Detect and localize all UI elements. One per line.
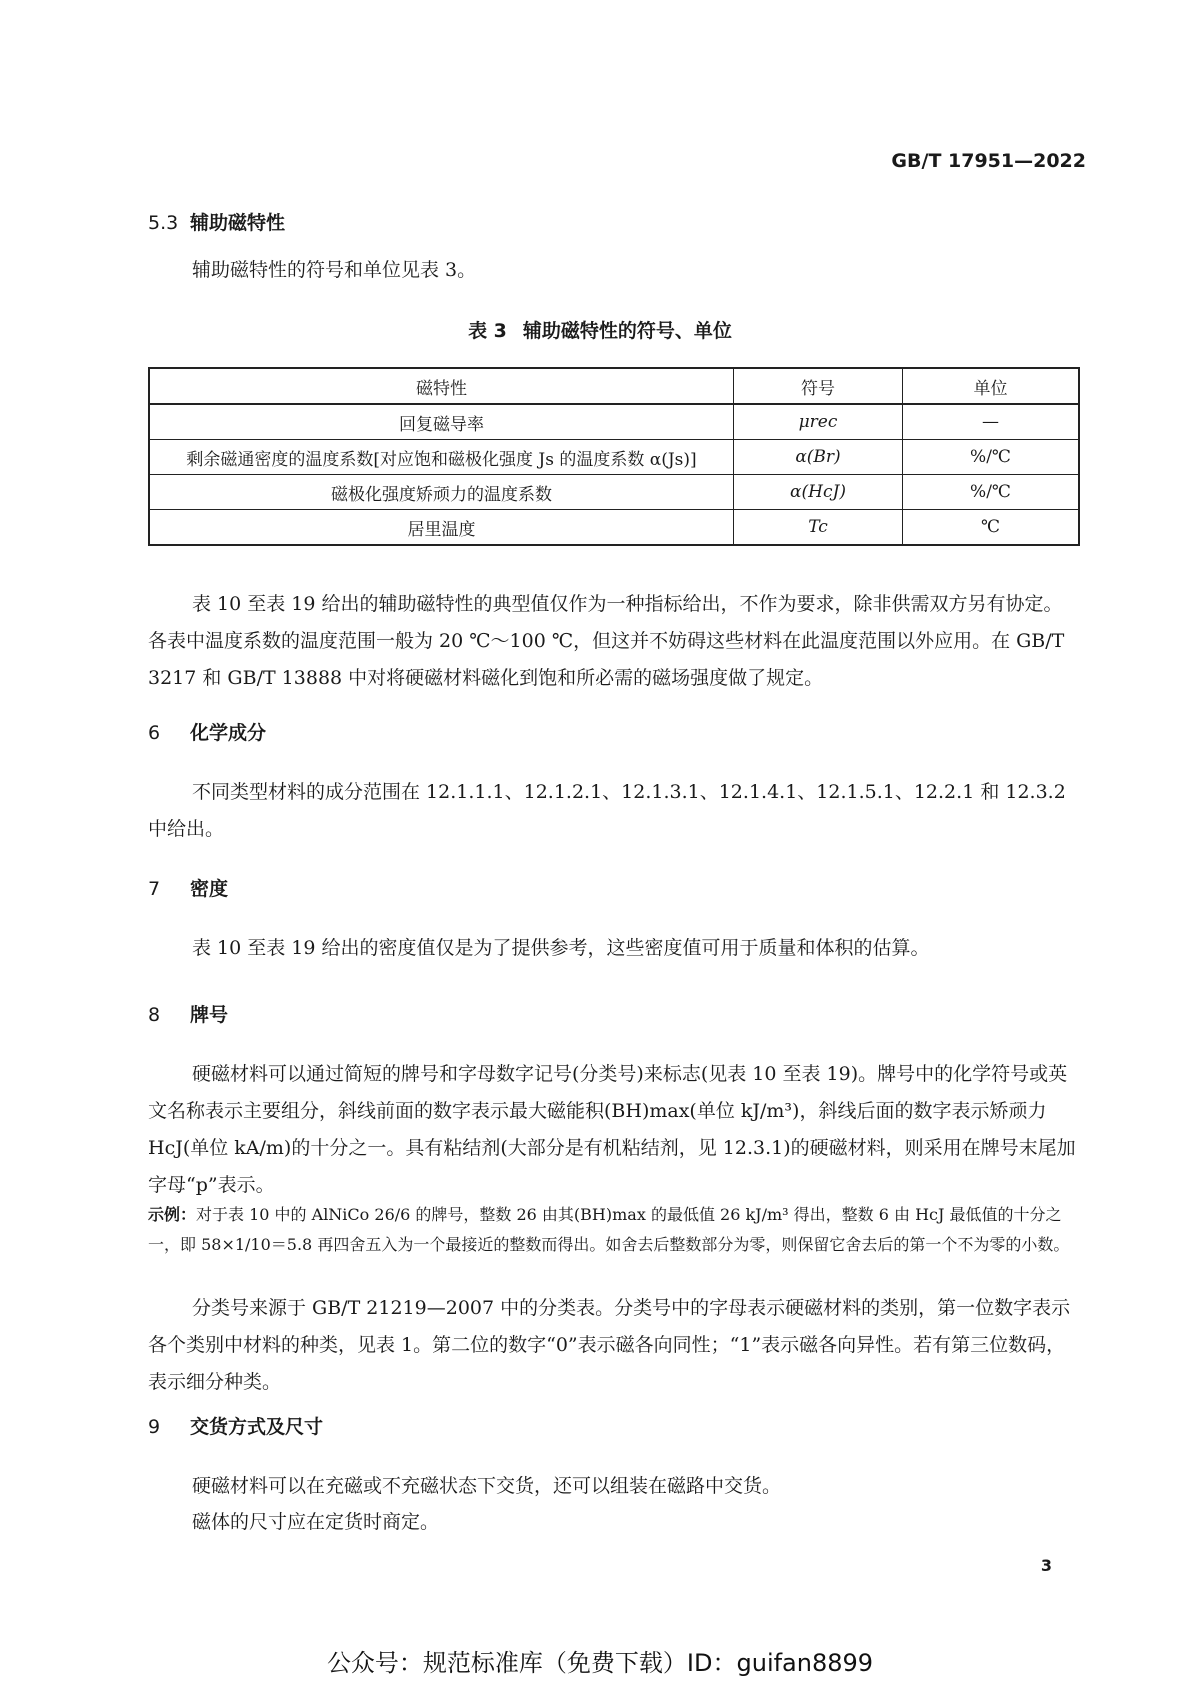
- section-number: 5.3: [148, 212, 179, 234]
- section-6-text: 不同类型材料的成分范围在 12.1.1.1、12.1.2.1、12.1.3.1、12.1.4.1、12.1.5.1、12.2.1 和 12.3.2 中给出。: [148, 781, 1066, 840]
- section-7-heading: [148, 874, 228, 901]
- section-title: 牌号: [190, 1004, 229, 1026]
- table-header-cell: 磁特性: [149, 368, 734, 404]
- section-number: 6: [148, 722, 161, 744]
- section-9-heading: [148, 1412, 323, 1439]
- section-5-3-heading: [148, 208, 285, 235]
- table-cell: μrec: [734, 404, 903, 440]
- table-caption-number: 表 3: [468, 320, 507, 342]
- table-row: [149, 440, 1079, 475]
- table-cell: %/℃: [903, 440, 1080, 475]
- standard-number: GB/T 17951—2022: [891, 150, 1086, 172]
- section-number: 9: [148, 1416, 161, 1438]
- section-8-heading: [148, 1000, 228, 1027]
- section-title: 辅助磁特性: [190, 212, 286, 234]
- table-row: [149, 475, 1079, 510]
- table-cell: 居里温度: [149, 510, 734, 546]
- table-row: [149, 404, 1079, 440]
- section-9-paragraph-1: 硬磁材料可以在充磁或不充磁状态下交货，还可以组装在磁路中交货。: [192, 1475, 782, 1497]
- section-number: 8: [148, 1004, 161, 1026]
- section-6-heading: [148, 718, 266, 745]
- section-8-paragraph-2: 分类号来源于 GB/T 21219—2007 中的分类表。分类号中的字母表示硬磁材料的类别，第一位数字表示各个类别中材料的种类，见表 1。第二位的数字“0”表示磁各向同性；“1”表示磁各向异性。若有第三位数码，表示细分种类。: [148, 1297, 1071, 1393]
- table-header-row: [149, 368, 1079, 404]
- section-title: 交货方式及尺寸: [190, 1416, 324, 1438]
- table-cell: —: [903, 404, 1080, 440]
- table-header-cell: 单位: [903, 368, 1080, 404]
- table-cell: 磁极化强度矫顽力的温度系数: [149, 475, 734, 510]
- footer-watermark: 公众号：规范标准库（免费下载）ID：guifan8899: [326, 1649, 874, 1677]
- table-row: [149, 510, 1079, 546]
- section-title: 化学成分: [190, 722, 267, 744]
- section-8-paragraph-1: 硬磁材料可以通过简短的牌号和字母数字记号(分类号)来标志(见表 10 至表 19)。牌号中的化学符号或英文名称表示主要组分，斜线前面的数字表示最大磁能积(BH)max(单位 kJ/m³)，斜线后面的数字表示矫顽力 HcJ(单位 kA/m)的十分之一。具有粘结剂(大部分是有机粘结剂，见 12.3.1)的硬磁材料，则采用在牌号末尾加字母“p”表示。: [148, 1063, 1076, 1196]
- section-5-3-note: 表 10 至表 19 给出的辅助磁特性的典型值仅作为一种指标给出，不作为要求，除非供需双方另有协定。各表中温度系数的温度范围一般为 20 ℃～100 ℃，但这并不妨碍这些材料在此温度范围以外应用。在 GB/T 3217 和 GB/T 13888 中对将硬磁材料磁化到饱和所必需的磁场强度做了规定。: [148, 593, 1065, 689]
- table-cell: %/℃: [903, 475, 1080, 510]
- example-label: 示例：: [148, 1205, 197, 1224]
- table-3-caption: [0, 316, 1200, 343]
- section-title: 密度: [190, 878, 229, 900]
- section-5-3-intro: 辅助磁特性的符号和单位见表 3。: [192, 259, 477, 281]
- section-8-example: [148, 1200, 1080, 1260]
- table-header-cell: 符号: [734, 368, 903, 404]
- example-text: 对于表 10 中的 AlNiCo 26/6 的牌号，整数 26 由其(BH)max 的最低值 26 kJ/m³ 得出，整数 6 由 HcJ 最低值的十分之一，即 58×1/10＝5.8 再四舍五入为一个最接近的整数而得出。如舍去后整数部分为零，则保留它舍去后的第一个不为零的小数。: [148, 1205, 1070, 1254]
- section-number: 7: [148, 878, 161, 900]
- table-cell: Tc: [734, 510, 903, 546]
- page-number: 3: [1040, 1556, 1052, 1575]
- table-cell: ℃: [903, 510, 1080, 546]
- table-cell: 剩余磁通密度的温度系数[对应饱和磁极化强度 Js 的温度系数 α(Js)]: [149, 440, 734, 475]
- table-3: [148, 367, 1080, 546]
- table-cell: 回复磁导率: [149, 404, 734, 440]
- table-caption-title: 辅助磁特性的符号、单位: [522, 320, 732, 342]
- section-7-text: 表 10 至表 19 给出的密度值仅是为了提供参考，这些密度值可用于质量和体积的估算。: [192, 937, 930, 959]
- table-cell: α(HcJ): [734, 475, 903, 510]
- section-9-paragraph-2: 磁体的尺寸应在定货时商定。: [192, 1511, 440, 1533]
- table-cell: α(Br): [734, 440, 903, 475]
